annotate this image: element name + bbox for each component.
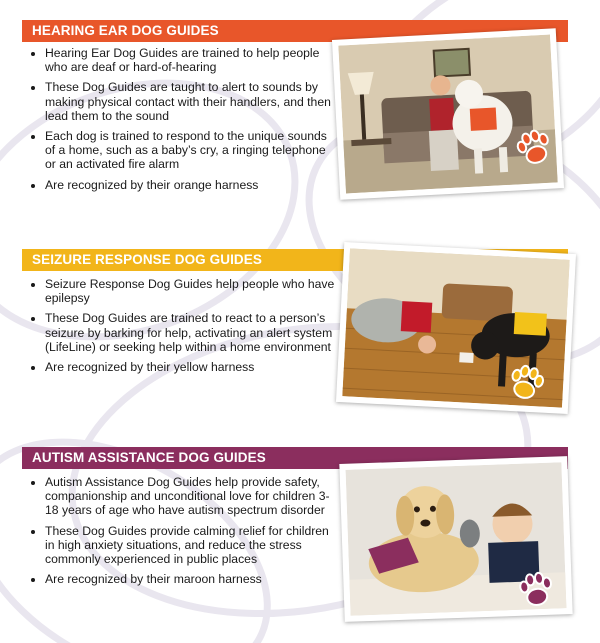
section-autism-assistance [0,430,600,643]
list-item: • Autism Assistance Dog Guides help provide safety, companionship and unconditional love for children 3-18 years of age who have autism spectrum disorder [45,475,337,518]
list-item: • Hearing Ear Dog Guides are trained to help people who are deaf or hard-of-hearing [45,46,337,74]
section-title: AUTISM ASSISTANCE DOG GUIDES [32,450,266,465]
photo-hearing-dog [332,28,564,200]
bullet-list [30,277,337,380]
paw-icon [513,567,559,613]
list-item: • These Dog Guides are trained to react to a person’s seizure by barking for help, activating an alert system (LifeLine) or seeking help within a home environment [45,311,337,354]
bullet-list [30,475,337,592]
list-item: • Each dog is trained to respond to the unique sounds of a home, such as a baby’s cry, a ringing telephone or an activated fire alarm [45,129,337,172]
list-item: • Seizure Response Dog Guides help people who have epilepsy [45,277,337,305]
list-item: • These Dog Guides provide calming relief for children in high anxiety situations, and reduce the stress commonly experienced in public places [45,524,337,567]
section-title: SEIZURE RESPONSE DOG GUIDES [32,252,262,267]
list-item: • Are recognized by their yellow harness [45,360,337,374]
list-item: • Are recognized by their orange harness [45,178,337,192]
list-item: • These Dog Guides are taught to alert to sounds by making physical contact with their handlers, and then lead them to the sound [45,80,337,123]
list-item: • Are recognized by their maroon harness [45,572,337,586]
section-title: HEARING EAR DOG GUIDES [32,23,219,38]
bullet-list [30,46,337,198]
section-hearing-ear [0,0,600,230]
section-seizure-response [0,230,600,430]
